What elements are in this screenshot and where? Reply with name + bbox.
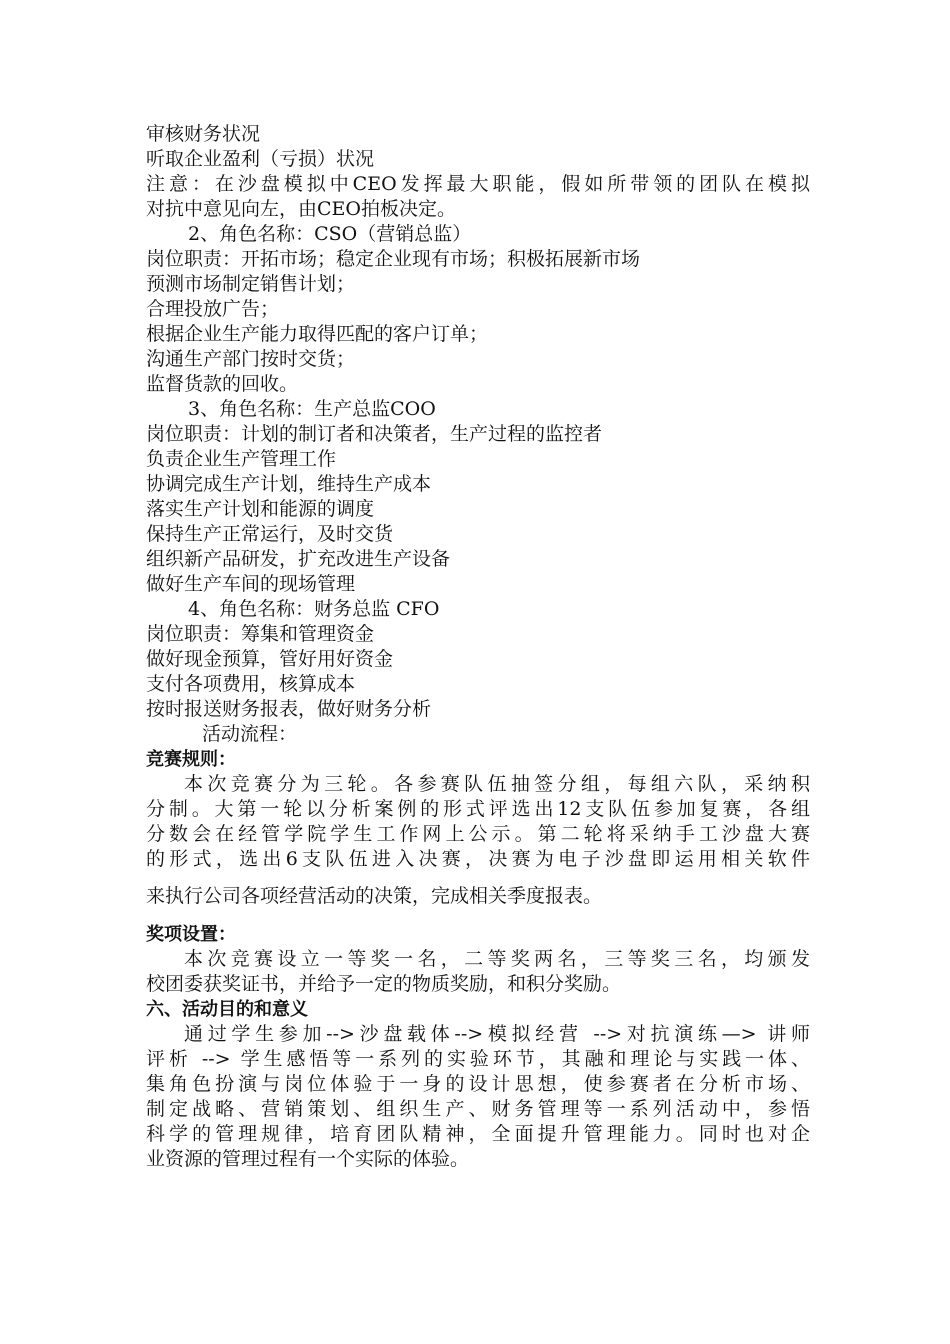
cso-line-6: 监督货款的回收。: [146, 373, 299, 395]
rules-heading: 竞赛规则：: [146, 749, 236, 770]
ceo-duty-line-1: 审核财务状况: [146, 123, 261, 145]
coo-title: 3、角色名称：生产总监COO: [188, 398, 436, 420]
rules-line-2: 分制。大第一轮以分析案例的形式评选出12支队伍参加复赛，各组: [146, 798, 810, 820]
cfo-line-2: 做好现金预算，管好用好资金: [146, 648, 394, 670]
rules-line-3: 分数会在经管学院学生工作网上公示。第二轮将采纳手工沙盘大赛: [146, 823, 810, 845]
ceo-duty-line-2: 听取企业盈利（亏损）状况: [146, 148, 375, 170]
coo-line-7: 做好生产车间的现场管理: [146, 573, 356, 595]
cfo-line-1: 岗位职责：筹集和管理资金: [146, 623, 375, 645]
cfo-line-4: 按时报送财务报表，做好财务分析: [146, 698, 432, 720]
awards-heading: 奖项设置：: [146, 924, 236, 945]
purpose-line-5: 科学的管理规律，培育团队精神，全面提升管理能力。同时也对企: [146, 1123, 810, 1145]
document-page: [146, 122, 810, 1172]
cfo-line-3: 支付各项费用，核算成本: [146, 673, 356, 695]
coo-line-4: 落实生产计划和能源的调度: [146, 498, 375, 520]
awards-line-2: 校团委获奖证书，并给予一定的物质奖励，和积分奖励。: [146, 973, 622, 995]
rules-line-1: 本次竞赛分为三轮。各参赛队伍抽签分组，每组六队，采纳积: [184, 773, 810, 795]
cso-title: 2、角色名称：CSO（营销总监）: [188, 223, 472, 245]
coo-line-1: 岗位职责：计划的制订者和决策者，生产过程的监控者: [146, 423, 603, 445]
purpose-heading: 六、活动目的和意义: [146, 999, 308, 1020]
purpose-line-2: 评析 --> 学生感悟等一系列的实验环节，其融和理论与实践一体、: [146, 1048, 810, 1070]
purpose-line-3: 集角色扮演与岗位体验于一身的设计思想，使参赛者在分析市场、: [146, 1073, 810, 1095]
coo-line-2: 负责企业生产管理工作: [146, 448, 337, 470]
process-label: 活动流程：: [202, 723, 298, 745]
cso-line-4: 根据企业生产能力取得匹配的客户订单；: [146, 323, 489, 345]
rules-line-4: 的形式，选出6支队伍进入决赛，决赛为电子沙盘即运用相关软件: [146, 848, 810, 870]
purpose-line-1: 通过学生参加-->沙盘载体-->模拟经营 -->对抗演练—> 讲师: [184, 1023, 810, 1045]
cso-line-3: 合理投放广告；: [146, 298, 280, 320]
ceo-note-line-2: 对抗中意见向左，由CEO拍板决定。: [146, 198, 456, 220]
cfo-title: 4、角色名称：财务总监 CFO: [188, 598, 440, 620]
cso-line-1: 岗位职责：开拓市场；稳定企业现有市场；积极拓展新市场: [146, 248, 641, 270]
coo-line-6: 组织新产品研发，扩充改进生产设备: [146, 548, 451, 570]
coo-line-5: 保持生产正常运行，及时交货: [146, 523, 394, 545]
cso-line-5: 沟通生产部门按时交货；: [146, 348, 356, 370]
rules-line-5: 来执行公司各项经营活动的决策，完成相关季度报表。: [146, 885, 603, 907]
ceo-note-line-1: 注意：在沙盘模拟中CEO发挥最大职能，假如所带领的团队在模拟: [146, 173, 810, 195]
cso-line-2: 预测市场制定销售计划；: [146, 273, 356, 295]
purpose-line-6: 业资源的管理过程有一个实际的体验。: [146, 1148, 470, 1170]
awards-line-1: 本次竞赛设立一等奖一名，二等奖两名，三等奖三名，均颁发: [184, 948, 810, 970]
coo-line-3: 协调完成生产计划，维持生产成本: [146, 473, 432, 495]
purpose-line-4: 制定战略、营销策划、组织生产、财务管理等一系列活动中，参悟: [146, 1098, 810, 1120]
